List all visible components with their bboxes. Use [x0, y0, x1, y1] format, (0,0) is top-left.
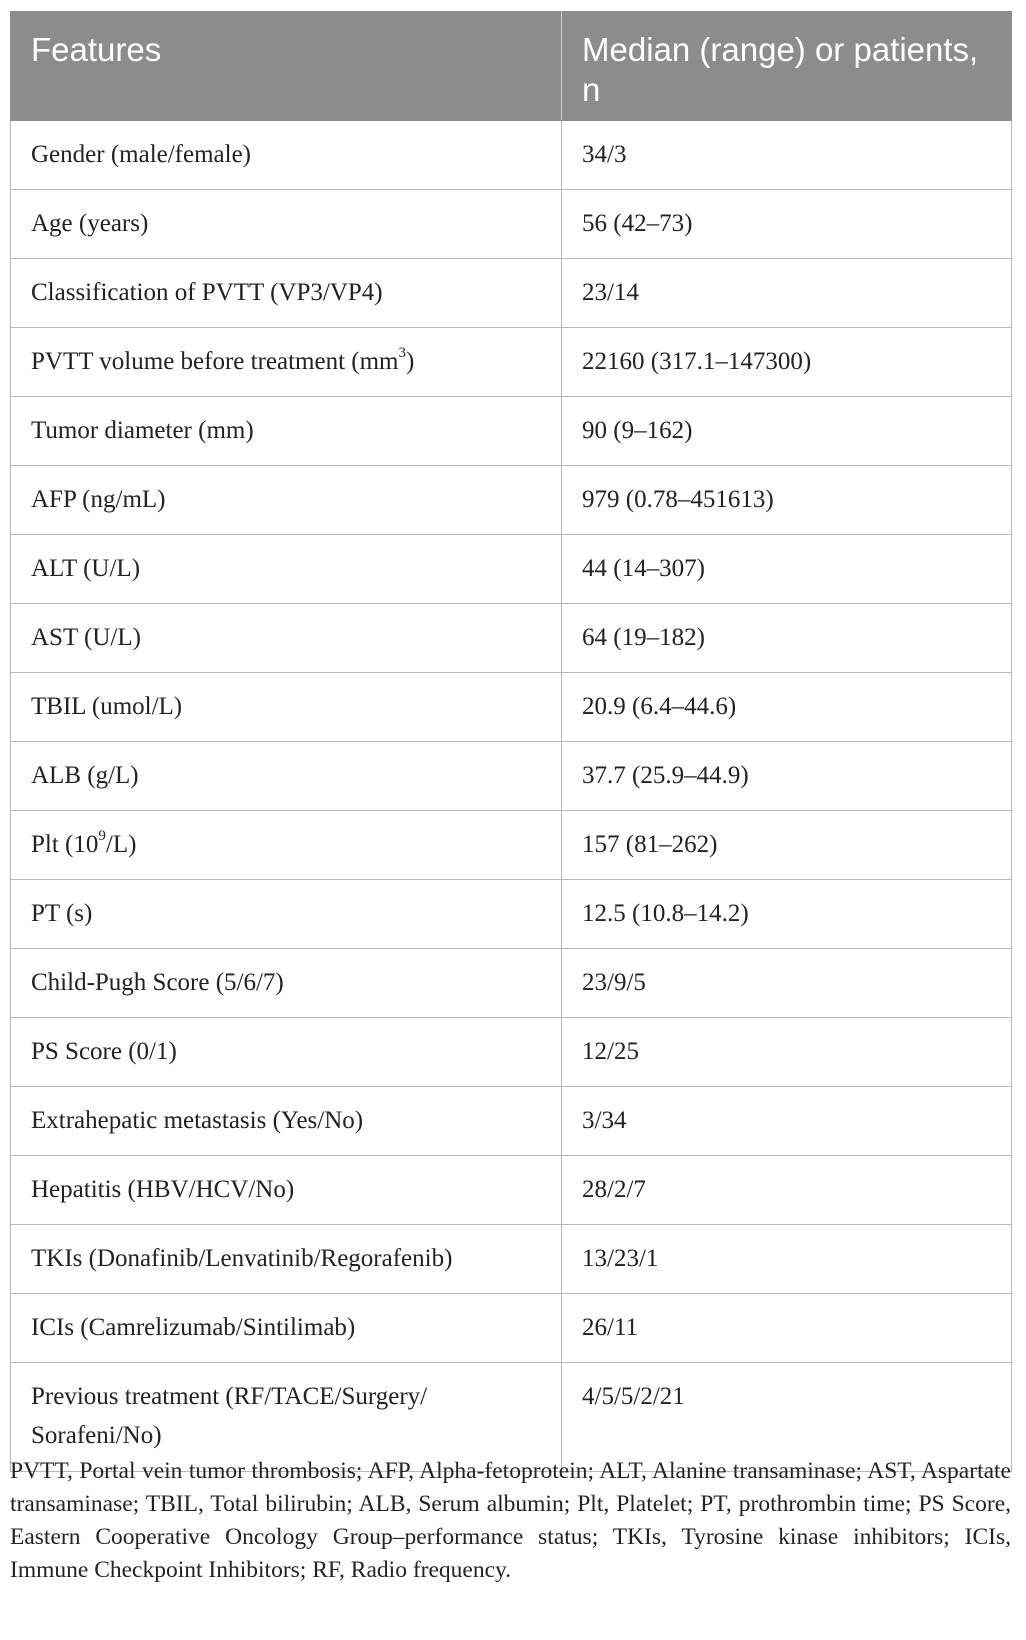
- table-row: [11, 673, 1012, 742]
- table-row: [11, 604, 1012, 673]
- value-cell: 44 (14–307): [562, 535, 1012, 604]
- value-cell: 3/34: [562, 1087, 1012, 1156]
- feature-cell: TKIs (Donafinib/Lenvatinib/Regorafenib): [11, 1225, 562, 1294]
- value-cell: 157 (81–262): [562, 811, 1012, 880]
- value-cell: 23/14: [562, 259, 1012, 328]
- table-row: [11, 535, 1012, 604]
- value-cell: 20.9 (6.4–44.6): [562, 673, 1012, 742]
- table-row: [11, 742, 1012, 811]
- feature-cell: Tumor diameter (mm): [11, 397, 562, 466]
- value-cell: 12.5 (10.8–14.2): [562, 880, 1012, 949]
- table-body: [11, 121, 1012, 1472]
- value-cell: 28/2/7: [562, 1156, 1012, 1225]
- feature-cell: Classification of PVTT (VP3/VP4): [11, 259, 562, 328]
- table-row: [11, 1018, 1012, 1087]
- value-cell: 23/9/5: [562, 949, 1012, 1018]
- feature-cell: Extrahepatic metastasis (Yes/No): [11, 1087, 562, 1156]
- table-row: [11, 811, 1012, 880]
- feature-cell: Age (years): [11, 190, 562, 259]
- feature-cell: PT (s): [11, 880, 562, 949]
- feature-cell: ALB (g/L): [11, 742, 562, 811]
- table-row: [11, 1156, 1012, 1225]
- value-cell: 12/25: [562, 1018, 1012, 1087]
- table-row: [11, 397, 1012, 466]
- value-cell: 37.7 (25.9–44.9): [562, 742, 1012, 811]
- table-row: [11, 1087, 1012, 1156]
- value-cell: 64 (19–182): [562, 604, 1012, 673]
- value-cell: 13/23/1: [562, 1225, 1012, 1294]
- table-row: [11, 1294, 1012, 1363]
- feature-cell: AFP (ng/mL): [11, 466, 562, 535]
- table-row: [11, 949, 1012, 1018]
- header-features: Features: [11, 12, 562, 121]
- feature-cell: AST (U/L): [11, 604, 562, 673]
- table-footnote: PVTT, Portal vein tumor thrombosis; AFP, Alpha-fetoprotein; ALT, Alanine transaminase; AST, Aspartate transaminase; TBIL, Total bilirubin; ALB, Serum albumin; Plt, Platelet; PT, prothrombin time; PS Score, Eastern Cooperative Oncology Group–performance status; TKIs, Tyrosine kinase inhibitors; ICIs, Immune Checkpoint Inhibitors; RF, Radio frequency.: [10, 1457, 1011, 1583]
- feature-cell: Previous treatment (RF/TACE/Surgery/ Sorafeni/No): [11, 1363, 562, 1472]
- value-cell: 4/5/5/2/21: [562, 1363, 1012, 1472]
- table-row: [11, 1225, 1012, 1294]
- table-row: [11, 328, 1012, 397]
- value-cell: 22160 (317.1–147300): [562, 328, 1012, 397]
- table-row: [11, 121, 1012, 190]
- feature-cell: Plt $(10^9/L)$: [11, 811, 562, 880]
- value-cell: 26/11: [562, 1294, 1012, 1363]
- value-cell: 979 (0.78–451613): [562, 466, 1012, 535]
- feature-cell: TBIL (umol/L): [11, 673, 562, 742]
- feature-cell: ALT (U/L): [11, 535, 562, 604]
- baseline-characteristics-table-container: [10, 11, 1011, 1472]
- feature-cell: PVTT volume before treatment $(mm^3)$: [11, 328, 562, 397]
- feature-cell: Hepatitis (HBV/HCV/No): [11, 1156, 562, 1225]
- feature-cell: Child-Pugh Score (5/6/7): [11, 949, 562, 1018]
- feature-cell: ICIs (Camrelizumab/Sintilimab): [11, 1294, 562, 1363]
- value-cell: 90 (9–162): [562, 397, 1012, 466]
- header-median-range: Median (range) or patients, n: [562, 12, 1012, 121]
- table-row: [11, 466, 1012, 535]
- feature-cell: Gender (male/female): [11, 121, 562, 190]
- baseline-characteristics-table: [10, 11, 1012, 1472]
- value-cell: 56 (42–73): [562, 190, 1012, 259]
- value-cell: 34/3: [562, 121, 1012, 190]
- table-row: [11, 259, 1012, 328]
- table-row: [11, 880, 1012, 949]
- table-header: [11, 12, 1012, 121]
- header-row: [11, 12, 1012, 121]
- feature-cell: PS Score (0/1): [11, 1018, 562, 1087]
- table-row: [11, 190, 1012, 259]
